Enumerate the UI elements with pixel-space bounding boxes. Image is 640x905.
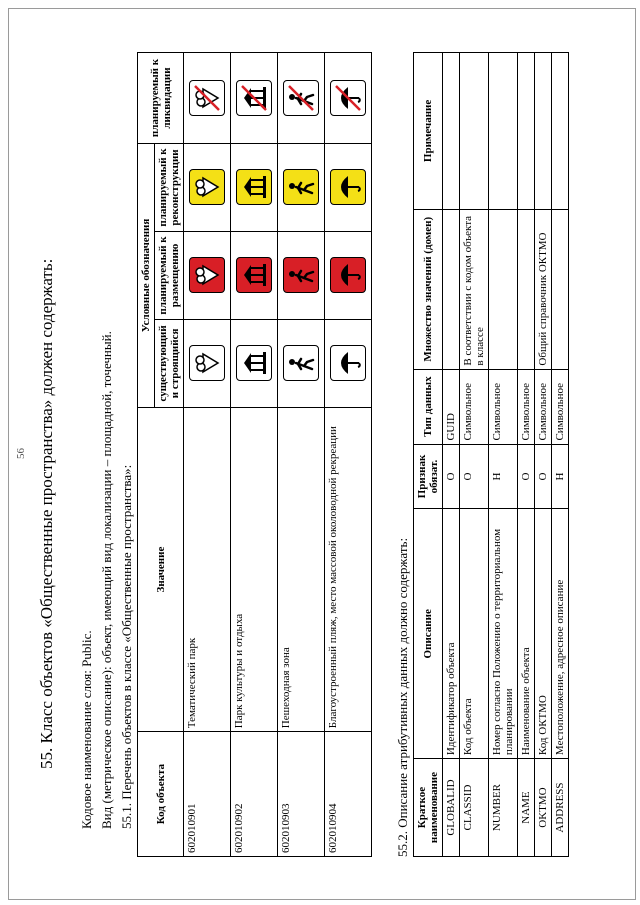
pedestrian-icon (283, 257, 319, 293)
attr-note (535, 53, 552, 210)
pedestrian-icon (283, 169, 319, 205)
table-row (231, 53, 278, 857)
table-header-row (414, 53, 443, 857)
symbol-planned (278, 231, 325, 319)
table-row (535, 53, 552, 857)
attr-required: О (518, 444, 535, 509)
symbol-existing (231, 319, 278, 407)
header-short-name: Краткое наименование (414, 759, 443, 857)
symbol-reconstruction (325, 143, 372, 231)
header-code: Код объекта (138, 732, 184, 857)
symbol-reconstruction (184, 143, 231, 231)
attr-domain (552, 209, 569, 369)
header-value: Значение (138, 407, 184, 731)
page-number: 56 (15, 448, 27, 459)
ice-cream-icon (189, 169, 225, 205)
object-code: 602010901 (184, 732, 231, 857)
attr-data-type: Символьное (535, 369, 552, 444)
symbol-existing (325, 319, 372, 407)
attr-short-name: OKTMO (535, 759, 552, 857)
attr-short-name: NUMBER (489, 759, 518, 857)
pedestrian-icon (283, 345, 319, 381)
object-code: 602010903 (278, 732, 325, 857)
object-value: Благоустроенный пляж, место массовой околоводной рекреации (325, 407, 372, 731)
attr-description: Код объекта (460, 509, 489, 759)
attr-description: Местоположение, адресное описание (552, 509, 569, 759)
symbol-reconstruction (278, 143, 325, 231)
header-domain: Множество значений (домен) (414, 209, 443, 369)
table-row (325, 53, 372, 857)
header-note: Примечание (414, 53, 443, 210)
symbol-planned (184, 231, 231, 319)
attr-description: Номер согласно Положению о территориальном планировании (489, 509, 518, 759)
attr-required: О (443, 444, 460, 509)
carousel-icon (236, 345, 272, 381)
ice-cream-icon (189, 257, 225, 293)
symbol-liquidation (278, 53, 325, 144)
ice-cream-icon (189, 80, 225, 116)
attr-description: Наименование объекта (518, 509, 535, 759)
attr-short-name: ADDRESS (552, 759, 569, 857)
attr-note (443, 53, 460, 210)
symbol-reconstruction (231, 143, 278, 231)
section-heading: 55. Класс объектов «Общественные пространства» должен содержать: (37, 258, 56, 769)
beach-umbrella-icon (330, 80, 366, 116)
attr-note (460, 53, 489, 210)
header-required: Признак обязат. (414, 444, 443, 509)
header-planned: планируемый к размещению (155, 231, 184, 319)
object-list-table (137, 52, 372, 857)
attr-short-name: CLASSID (460, 759, 489, 857)
attr-short-name: GLOBALID (443, 759, 460, 857)
attr-note (489, 53, 518, 210)
attr-domain (489, 209, 518, 369)
attr-required: О (460, 444, 489, 509)
table-header-row (138, 53, 155, 857)
attr-data-type: GUID (443, 369, 460, 444)
object-value: Парк культуры и отдыха (231, 407, 278, 731)
header-description: Описание (414, 509, 443, 759)
table-row (443, 53, 460, 857)
table-row (460, 53, 489, 857)
header-existing: существующий и строящийся (155, 319, 184, 407)
table1-caption: 55.1. Перечень объектов в классе «Общественные пространства»: (119, 464, 134, 829)
symbol-existing (184, 319, 231, 407)
attr-required: Н (552, 444, 569, 509)
header-liquidation: планируемый к ликвидации (138, 53, 184, 144)
attr-data-type: Символьное (518, 369, 535, 444)
ice-cream-icon (189, 345, 225, 381)
symbol-liquidation (184, 53, 231, 144)
attr-data-type: Символьное (489, 369, 518, 444)
table-row (518, 53, 535, 857)
object-value: Тематический парк (184, 407, 231, 731)
pedestrian-icon (283, 80, 319, 116)
table2-caption: 55.2. Описание атрибутивных данных должно содержать: (395, 537, 410, 857)
layer-code-line: Кодовое наименование слоя: Public. (79, 630, 94, 829)
header-symbols: Условные обозначения (138, 143, 155, 407)
symbol-existing (278, 319, 325, 407)
object-code: 602010902 (231, 732, 278, 857)
attr-domain (443, 209, 460, 369)
attr-required: Н (489, 444, 518, 509)
header-data-type: Тип данных (414, 369, 443, 444)
table-row (489, 53, 518, 857)
object-value: Пешеходная зона (278, 407, 325, 731)
attr-short-name: NAME (518, 759, 535, 857)
symbol-planned (231, 231, 278, 319)
attr-description: Код ОКТМО (535, 509, 552, 759)
symbol-liquidation (325, 53, 372, 144)
object-code: 602010904 (325, 732, 372, 857)
beach-umbrella-icon (330, 169, 366, 205)
symbol-planned (325, 231, 372, 319)
attr-domain: В соответствии с кодом объекта в классе (460, 209, 489, 369)
table-row (278, 53, 325, 857)
carousel-icon (236, 169, 272, 205)
attr-data-type: Символьное (552, 369, 569, 444)
attr-domain: Общий справочник ОКТМО (535, 209, 552, 369)
attr-note (552, 53, 569, 210)
geometry-line: Вид (метрическое описание): объект, имеющий вид локализации – площадной, точечный. (99, 331, 114, 829)
attr-domain (518, 209, 535, 369)
document-page (8, 8, 636, 900)
attr-description: Идентификатор объекта (443, 509, 460, 759)
carousel-icon (236, 257, 272, 293)
attr-note (518, 53, 535, 210)
header-reconstruction: планируемый к реконструкции (155, 143, 184, 231)
attr-data-type: Символьное (460, 369, 489, 444)
attr-required: О (535, 444, 552, 509)
rotated-content (9, 9, 635, 899)
beach-umbrella-icon (330, 345, 366, 381)
symbol-liquidation (231, 53, 278, 144)
beach-umbrella-icon (330, 257, 366, 293)
table-row (184, 53, 231, 857)
carousel-icon (236, 80, 272, 116)
attribute-table (413, 52, 569, 857)
table-row (552, 53, 569, 857)
